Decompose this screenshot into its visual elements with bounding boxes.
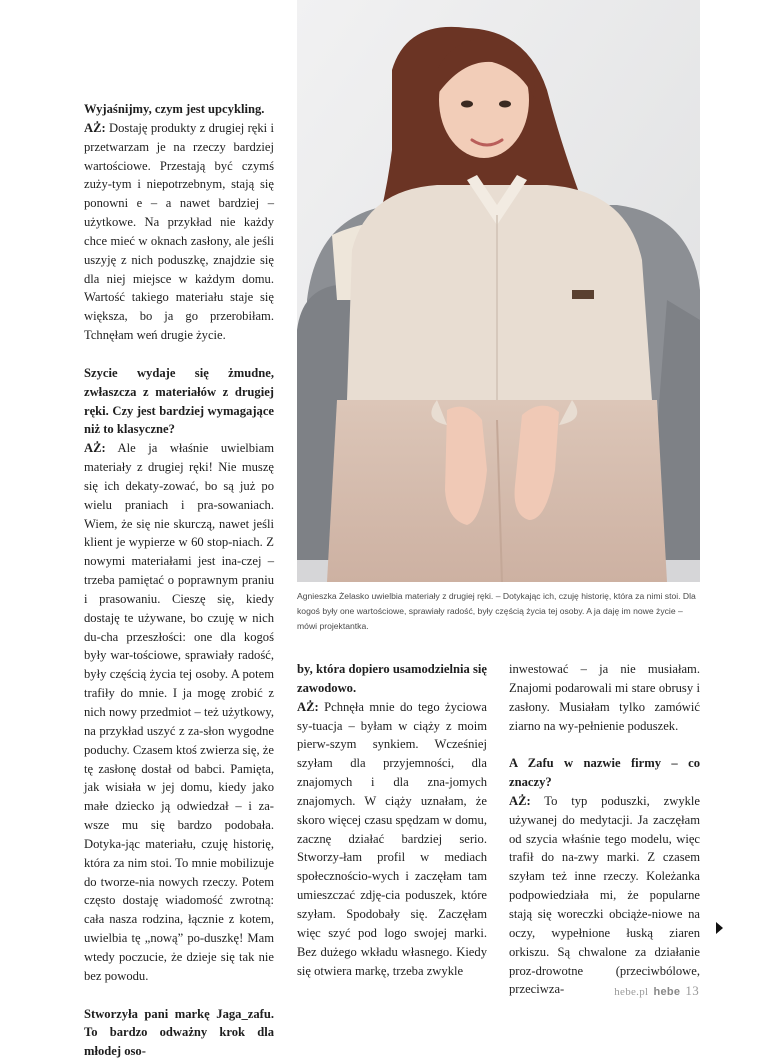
footer-site: hebe.pl [614, 986, 648, 998]
speaker-label: AŻ: [509, 794, 531, 808]
page-footer [614, 983, 699, 999]
article-column-2 [297, 660, 487, 980]
portrait-photo [297, 0, 700, 582]
paragraph [509, 754, 700, 999]
answer-text: Dostaję produkty z drugiej ręki i przetwarzam je na rzeczy bardziej wartościowe. Przestają być czymś zuży-tym i niepotrzebnym, stają się ponowni e – a nawet bardziej – użytkowe. Na przykład nie każdy chce mieć w oknach zasłony, ale jeśli uszyję z nich poduszkę, znajdzie się dla niej miejsce w każdym domu. Wartość takiego materiału staje się większa, bo ja go przerobiłam. Tchnęłam weń drugie życie. [84, 121, 274, 342]
continue-arrow-icon [716, 922, 723, 934]
answer-text: inwestować – ja nie musiałam. Znajomi podarowali mi stare obrusy i zasłony. Musiałam tylko zamówić ziarno na wy-pełnienie poduszek. [509, 662, 700, 733]
answer-text: To typ poduszki, zwykle używanej do medytacji. Ja zaczęłam od szycia właśnie tego modelu, więc trafił do na-zwy marki. Z czasem szyłam też inne rzeczy. Koleżanka podpowiedziała mi, że popularne stają się woreczki obciąże-niowe na oczy, wypełnione łuską ziaren orkiszu. Są chwalone za działanie proz-drowotne (przeciwbólowe, przeciwza- [509, 794, 700, 996]
paragraph [509, 660, 700, 735]
article-column-1 [84, 100, 274, 1061]
answer-text: Ale ja właśnie uwielbiam materiały z drugiej ręki! Nie muszę się ich dekaty-zować, bo są już po wielu praniach i pra-sowaniach. Wiem, że się nie skurczą, nawet jeśli klient je wypierze w 60 stop-niach. Z nowymi materiałami jest ina-czej – trzeba pamiętać o poprawnym praniu i prasowaniu. Cieszę się, kiedy dostaję te używane, bo czuję w nich du-cha przeszłości: one dla kogoś były war-tościowe, sprawiały radość, były częścią życia tej osoby. A potem trafiły do mnie. I ja mogę zrobić z nich nowy przedmiot – też użytkowy, na przykład uszyć z za-słon wygodne poduchy. Czasem ktoś zwierza się, że tę zasłonę dostał od babci. Pamięta, jak wisiała w jej domu, kiedy jako małe dziecko ją odwiedzał – i za-wsze mu się bardzo podobała. Dotyka-jąc materiału, czuję historię, która za nim stoi. To mnie mobilizuje do tworze-nia nowych rzeczy. Potem często dostaję wiadomość zwrotną: cała nasza rodzina, łącznie z kotem, uwielbia tę „nową” po-duszkę! Mam wtedy poczucie, że dzieje się tak nie bez powodu. [84, 441, 274, 983]
paragraph [84, 364, 274, 986]
speaker-label: AŻ: [84, 121, 106, 135]
question: Wyjaśnijmy, czym jest upcykling. [84, 102, 264, 116]
question: Szycie wydaje się żmudne, zwłaszcza z materiałów z drugiej ręki. Czy jest bardziej wymagające niż to klasyczne? [84, 366, 274, 437]
portrait-illustration [297, 0, 700, 582]
page-number: 13 [685, 983, 699, 998]
question: Stworzyła pani markę Jaga_zafu. To bardzo odważny krok dla młodej oso- [84, 1007, 274, 1059]
speaker-label: AŻ: [297, 700, 319, 714]
speaker-label: AŻ: [84, 441, 106, 455]
paragraph [84, 1005, 274, 1061]
paragraph [297, 660, 487, 980]
answer-text: Pchnęła mnie do tego życiowa sy-tuacja – byłam w ciąży z moim pierw-szym synkiem. Wcześniej szyłam dla przyjemności, dla znajomych i dla zna-jomych znajomych. W ciąży uznałam, że skoro więcej czasu spędzam w domu, zacznę działać bardziej serio. Stworzy-łam profil w mediach społecznościo-wych i zaczęłam tam umieszczać zdję-cia poduszek, które szyłam. Spodobały się. Zaczęłam więc szyć pod logo swojej marki. Bez dużego wkładu własnego. Kiedy się otwiera markę, trzeba zwykle [297, 700, 487, 978]
paragraph [84, 100, 274, 345]
article-column-3 [509, 660, 700, 999]
question: A Zafu w nazwie firmy – co znaczy? [509, 756, 700, 789]
footer-brand-logo: hebe [653, 986, 680, 998]
question: by, która dopiero usamodzielnia się zawodowo. [297, 662, 487, 695]
photo-caption: Agnieszka Żelasko uwielbia materiały z drugiej ręki. – Dotykając ich, czuję historię, która za nimi stoi. Dla kogoś były one wartościowe, sprawiały radość, były częścią życia tej osoby. A ja daję im nowe życie – mówi projektantka. [297, 589, 701, 635]
